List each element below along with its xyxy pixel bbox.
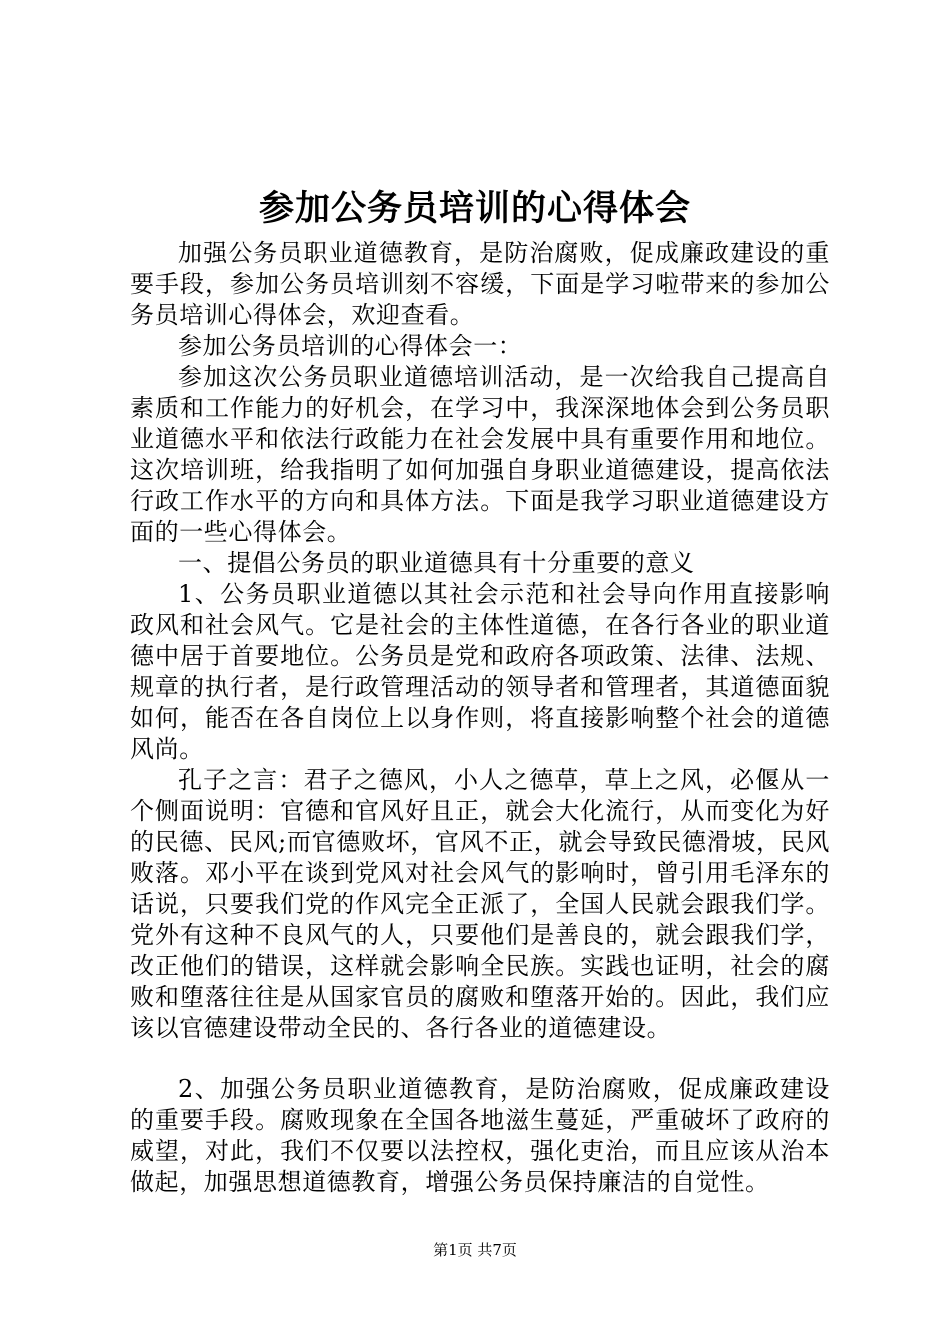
document-title: 参加公务员培训的心得体会 — [258, 188, 691, 229]
section-heading-one: 参加公务员培训的心得体会一： — [178, 332, 523, 360]
body-paragraph: 2、加强公务员职业道德教育，是防治腐败，促成廉政建设的重要手段。腐败现象在全国各地滋生蔓延，严重破坏了政府的威望，对此，我们不仅要以法控权，强化吏治，而且应该从治本做起，加强思想道德教育，增强公务员保持廉洁的自觉性。 — [130, 1075, 830, 1196]
body-paragraph: 孔子之言：君子之德风，小人之德草，草上之风，必偃从一个侧面说明：官德和官风好且正，就会大化流行，从而变化为好的民德、民风;而官德败坏，官风不正，就会导致民德滑坡，民风败落。邓小平在谈到党风对社会风气的影响时，曾引用毛泽东的话说，只要我们党的作风完全正派了，全国人民就会跟我们学。党外有这种不良风气的人，只要他们是善良的，就会跟我们学，改正他们的错误，这样就会影响全民族。实践也证明，社会的腐败和堕落往往是从国家官员的腐败和堕落开始的。因此，我们应该以官德建设带动全民的、各行各业的道德建设。 — [130, 766, 830, 1042]
document-body — [130, 238, 830, 1198]
body-paragraph: 参加这次公务员职业道德培训活动，是一次给我自己提高自素质和工作能力的好机会，在学习中，我深深地体会到公务员职业道德水平和依法行政能力在社会发展中具有重要作用和地位。这次培训班，给我指明了如何加强自身职业道德建设，提高依法行政工作水平的方向和具体方法。下面是我学习职业道德建设方面的一些心得体会。 — [130, 363, 830, 546]
page-footer: 第1页 共7页 — [433, 1241, 517, 1259]
body-paragraph: 1、公务员职业道德以其社会示范和社会导向作用直接影响政风和社会风气。它是社会的主体性道德，在各行各业的职业道德中居于首要地位。公务员是党和政府各项政策、法律、法规、规章的执行者，是行政管理活动的领导者和管理者，其道德面貌如何，能否在各自岗位上以身作则，将直接影响整个社会的道德风尚。 — [130, 580, 830, 763]
subsection-heading: 一、提倡公务员的职业道德具有十分重要的意义 — [178, 549, 695, 577]
intro-paragraph: 加强公务员职业道德教育，是防治腐败，促成廉政建设的重要手段，参加公务员培训刻不容缓，下面是学习啦带来的参加公务员培训心得体会，欢迎查看。 — [130, 239, 830, 329]
